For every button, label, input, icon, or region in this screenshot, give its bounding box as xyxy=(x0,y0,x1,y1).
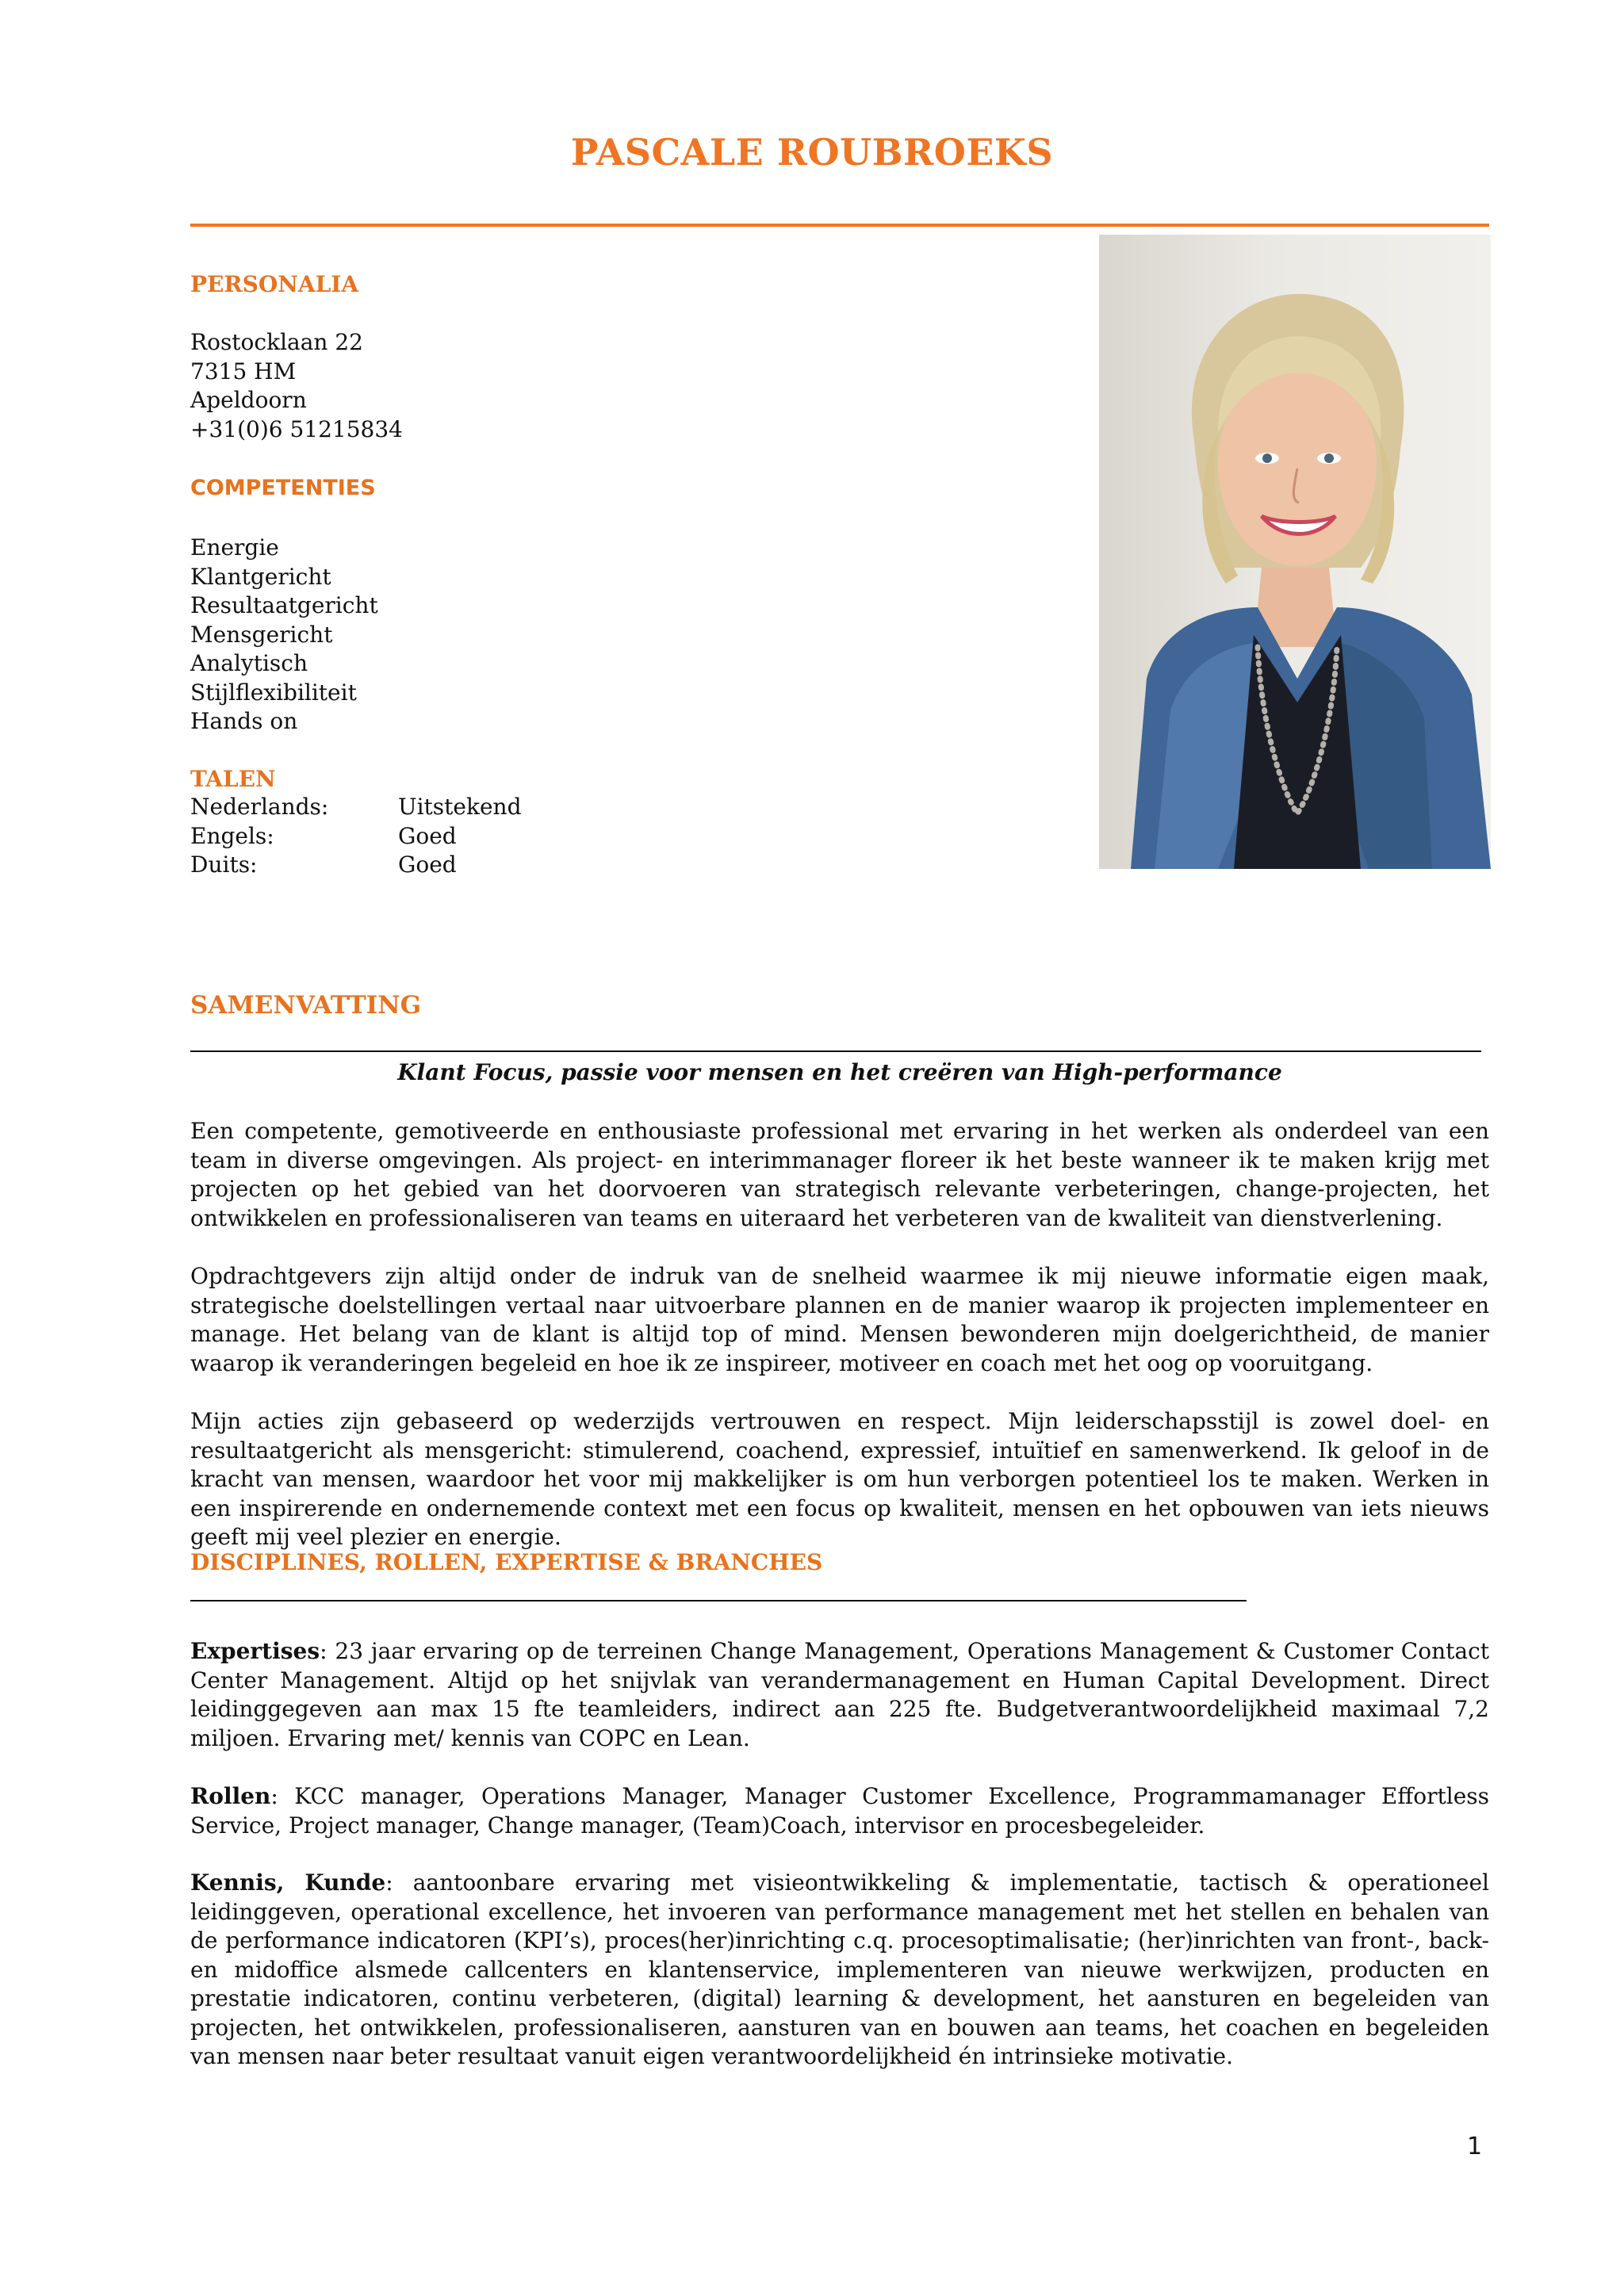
personalia-heading: PERSONALIA xyxy=(190,271,359,297)
rollen-block xyxy=(190,1782,1489,1840)
expertises-label: Expertises xyxy=(190,1638,320,1664)
rollen-label: Rollen xyxy=(190,1783,271,1809)
language-name: Engels: xyxy=(190,822,274,849)
competenties-list xyxy=(190,534,378,737)
samenvatting-paragraph-2 xyxy=(190,1262,1489,1378)
profile-photo xyxy=(1099,235,1491,869)
competentie-item: Stijlflexibiliteit xyxy=(190,679,357,706)
kennis-block xyxy=(190,1869,1489,2072)
language-row xyxy=(190,793,522,822)
personalia-lines xyxy=(190,328,403,444)
phone-number: +31(0)6 51215834 xyxy=(190,415,403,442)
rollen-text: : KCC manager, Operations Manager, Manager Customer Excellence, Programmamanager Effortless Service, Project manager, Change manager, (Team)Coach, intervisor en procesbegeleider. xyxy=(190,1783,1489,1839)
language-row xyxy=(190,851,522,880)
samenvatting-divider xyxy=(190,1050,1481,1052)
competentie-item: Energie xyxy=(190,534,279,561)
samenvatting-paragraph-1 xyxy=(190,1117,1489,1233)
paragraph-text: Mijn acties zijn gebaseerd op wederzijds vertrouwen en respect. Mijn leiderschapsstijl is zowel doel- en resultaatgericht als mensgericht: stimulerend, coachend, expressief, intuïtief en samenwerkend. Ik geloof in de kracht van mensen, waardoor het voor mij makkelijker is om hun verborgen potentieel los te maken. Werken in een inspirerende en ondernemende context met een focus op kwaliteit, mensen en het opbouwen van iets nieuws geeft mij veel plezier en energie. xyxy=(190,1408,1489,1550)
kennis-text: : aantoonbare ervaring met visieontwikkeling & implementatie, tactisch & operationeel leidinggeven, operational excellence, het invoeren van performance management met het stellen en behalen van de performance indicatoren (KPI’s), proces(her)inrichting c.q. procesoptimalisatie; (her)inrichten van front-, back- en midoffice alsmede callcenters en klantenservice, implementeren van nieuwe werkwijzen, producten en prestatie indicatoren, continu verbeteren, (digital) learning & development, het aansturen en begeleiden van projecten, het ontwikkelen, professionaliseren, aansturen van en bouwen aan teams, het coachen en begeleiden van mensen naar beter resultaat vanuit eigen verantwoordelijkheid én intrinsieke motivatie. xyxy=(190,1869,1489,2069)
address-street: Rostocklaan 22 xyxy=(190,329,363,355)
expertises-block xyxy=(190,1637,1489,1753)
disciplines-heading: DISCIPLINES, ROLLEN, EXPERTISE & BRANCHES xyxy=(190,1549,823,1575)
talen-table xyxy=(190,793,522,880)
competentie-item: Klantgericht xyxy=(190,563,331,590)
talen-heading: TALEN xyxy=(190,766,276,792)
samenvatting-paragraph-3 xyxy=(190,1407,1489,1552)
competentie-item: Hands on xyxy=(190,708,298,734)
paragraph-text: Opdrachtgevers zijn altijd onder de indruk van de snelheid waarmee ik mij nieuwe informatie eigen maak, strategische doelstellingen vertaal naar uitvoerbare plannen en de manier waarop ik projecten implementeer en manage. Het belang van de klant is altijd top of mind. Mensen bewonderen mijn doelgerichtheid, de manier waarop ik veranderingen begeleid en hoe ik ze inspireer, motiveer en coach met het oog op vooruitgang. xyxy=(190,1263,1489,1376)
language-name: Nederlands: xyxy=(190,794,329,820)
language-level: Uitstekend xyxy=(398,794,522,820)
address-city: Apeldoorn xyxy=(190,387,307,413)
samenvatting-heading: SAMENVATTING xyxy=(190,991,422,1020)
paragraph-text: Een competente, gemotiveerde en enthousiaste professional met ervaring in het werken als onderdeel van een team in diverse omgevingen. Als project- en interimmanager floreer ik het beste wanneer ik te maken krijg met projecten op het gebied van het doorvoeren van strategisch relevante verbeteringen, change-projecten, het ontwikkelen en professionaliseren van teams en uiteraard het verbeteren van de kwaliteit van dienstverlening. xyxy=(190,1118,1489,1231)
title-divider xyxy=(190,224,1489,227)
language-level: Goed xyxy=(398,822,457,849)
disciplines-divider xyxy=(190,1600,1247,1601)
portrait-illustration xyxy=(1099,235,1491,869)
language-row xyxy=(190,822,522,851)
language-level: Goed xyxy=(398,851,457,878)
competentie-item: Mensgericht xyxy=(190,621,333,648)
competentie-item: Analytisch xyxy=(190,650,308,676)
expertises-text: : 23 jaar ervaring op de terreinen Change Management, Operations Management & Customer Contact Center Management. Altijd op het snijvlak van verandermanagement en Human Capital Development. Direct leidinggegeven aan max 15 fte teamleiders, indirect aan 225 fte. Budgetverantwoordelijkheid maximaal 7,2 miljoen. Ervaring met/ kennis van COPC en Lean. xyxy=(190,1638,1489,1751)
competentie-item: Resultaatgericht xyxy=(190,592,378,618)
language-name: Duits: xyxy=(190,851,258,878)
candidate-name: PASCALE ROUBROEKS xyxy=(570,131,1054,174)
address-postcode: 7315 HM xyxy=(190,358,297,385)
kennis-label: Kennis, Kunde xyxy=(190,1869,386,1896)
samenvatting-subtitle: Klant Focus, passie voor mensen en het creëren van High-performance xyxy=(397,1059,1282,1085)
competenties-heading: COMPETENTIES xyxy=(190,476,376,500)
page-number: 1 xyxy=(1467,2133,1483,2160)
